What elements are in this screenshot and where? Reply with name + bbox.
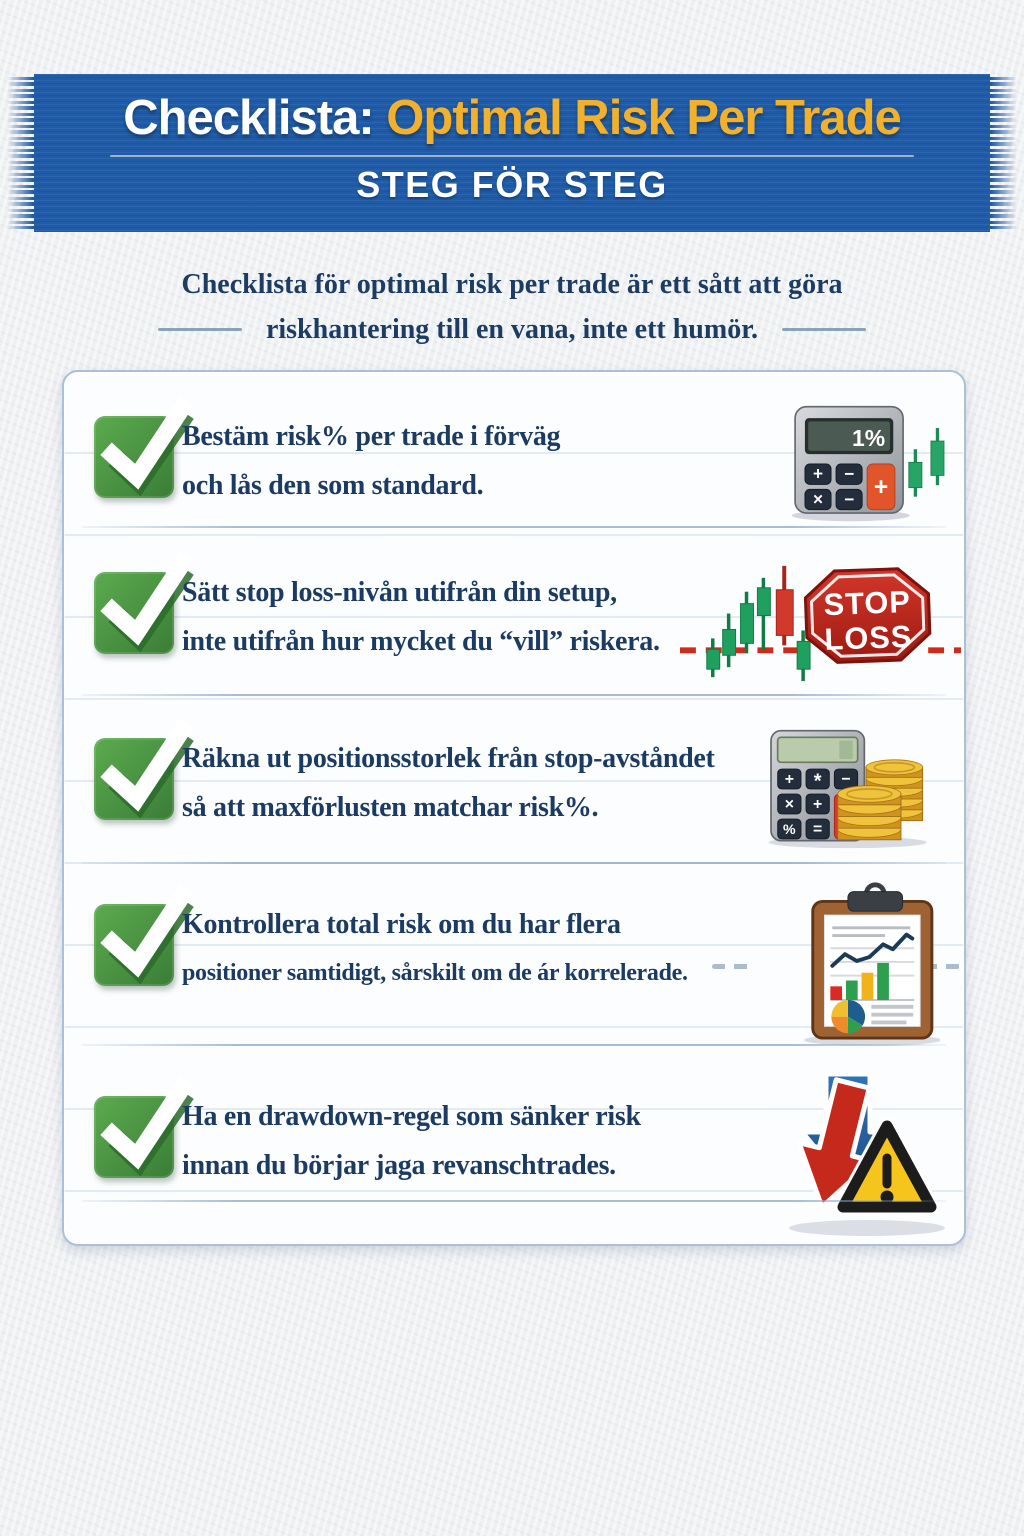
svg-text:+: + [812, 463, 824, 484]
svg-text:LOSS: LOSS [823, 618, 913, 657]
checklist-card [62, 370, 966, 1246]
svg-text:−: − [844, 463, 855, 484]
row-divider [82, 862, 946, 864]
svg-text:+: + [873, 474, 889, 502]
drawdown-warning-icon [742, 1062, 982, 1242]
calculator-1-percent-icon [782, 400, 962, 523]
row-divider [82, 1200, 946, 1202]
checkmark-icon [89, 1073, 195, 1179]
svg-text:×: × [784, 796, 794, 813]
title-prefix: Checklista: [123, 91, 374, 145]
calculator-coins-icon [756, 724, 956, 849]
checkmark-icon [89, 715, 195, 821]
svg-text:%: % [783, 822, 796, 838]
item-line-2: och lås den som standard. [182, 470, 484, 501]
row-divider [82, 1044, 946, 1046]
item-text [182, 734, 715, 832]
svg-text:*: * [813, 770, 822, 793]
intro-dash-left [158, 328, 242, 331]
intro-text [0, 262, 1024, 352]
svg-text:1%: 1% [851, 424, 886, 451]
intro-dash-right [782, 328, 866, 331]
checkmark-icon [89, 393, 195, 499]
svg-text:+: + [784, 771, 794, 788]
item-line-2: så att maxförlusten matchar risk%. [182, 792, 599, 823]
coin-stack-front [838, 786, 901, 840]
checkbox-checked [94, 1096, 174, 1178]
candlestick-stop-loss-icon [674, 554, 962, 693]
checkbox-checked [94, 738, 174, 820]
item-line-1: Kontrollera total risk om du har flera [182, 909, 621, 940]
row-divider [82, 694, 946, 696]
clipboard-charts-icon [762, 872, 967, 1048]
item-line-1: Bestäm risk% per trade i förväg [182, 421, 561, 452]
item-line-2: positioner samtidigt, sårskilt om de ár korrelerade. [182, 960, 688, 986]
intro-line-1: Checklista för optimal risk per trade är ett sått att göra [181, 269, 843, 300]
item-text [182, 412, 560, 510]
header-banner [34, 74, 990, 232]
stop-loss-sign [805, 568, 931, 664]
intro-line-2: riskhantering till en vana, inte ett humör. [265, 314, 759, 345]
svg-text:+: + [813, 796, 823, 813]
candlestick-chart [707, 566, 810, 681]
item-line-2: inte utifrån hur mycket du “vill” riskera. [182, 626, 660, 657]
checkmark-icon [89, 881, 195, 987]
svg-text:−: − [841, 771, 851, 788]
row-divider [82, 526, 946, 528]
svg-text:STOP: STOP [823, 584, 912, 623]
banner-divider-line [110, 155, 913, 157]
svg-text:=: = [813, 821, 823, 838]
item-text [182, 568, 660, 666]
item-line-1: Sätt stop loss-nivån utifrån din setup, [182, 577, 617, 608]
item-line-1: Ha en drawdown-regel som sänker risk [182, 1101, 641, 1132]
candlestick-pair [909, 428, 944, 497]
intro-line-2-wrap [0, 307, 1024, 352]
banner-title [34, 90, 990, 146]
checkmark-icon [89, 549, 195, 655]
svg-text:×: × [812, 488, 824, 509]
clipboard-clip [848, 892, 903, 912]
title-main: Optimal Risk Per Trade [386, 91, 901, 145]
checkbox-checked [94, 416, 174, 498]
checkbox-checked [94, 904, 174, 986]
checkbox-checked [94, 572, 174, 654]
brush-edge-left [6, 77, 36, 229]
brush-edge-right [988, 77, 1018, 229]
item-line-2: innan du börjar jaga revanschtrades. [182, 1150, 616, 1181]
item-line-1: Räkna ut positionsstorlek från stop-avståndet [182, 743, 715, 774]
banner-subtitle: STEG FÖR STEG [356, 164, 668, 205]
item-text [182, 1092, 641, 1190]
decorative-dashes-left [712, 964, 754, 969]
pie-chart [831, 1000, 865, 1033]
item-text [182, 900, 688, 998]
svg-text:−: − [844, 488, 855, 509]
